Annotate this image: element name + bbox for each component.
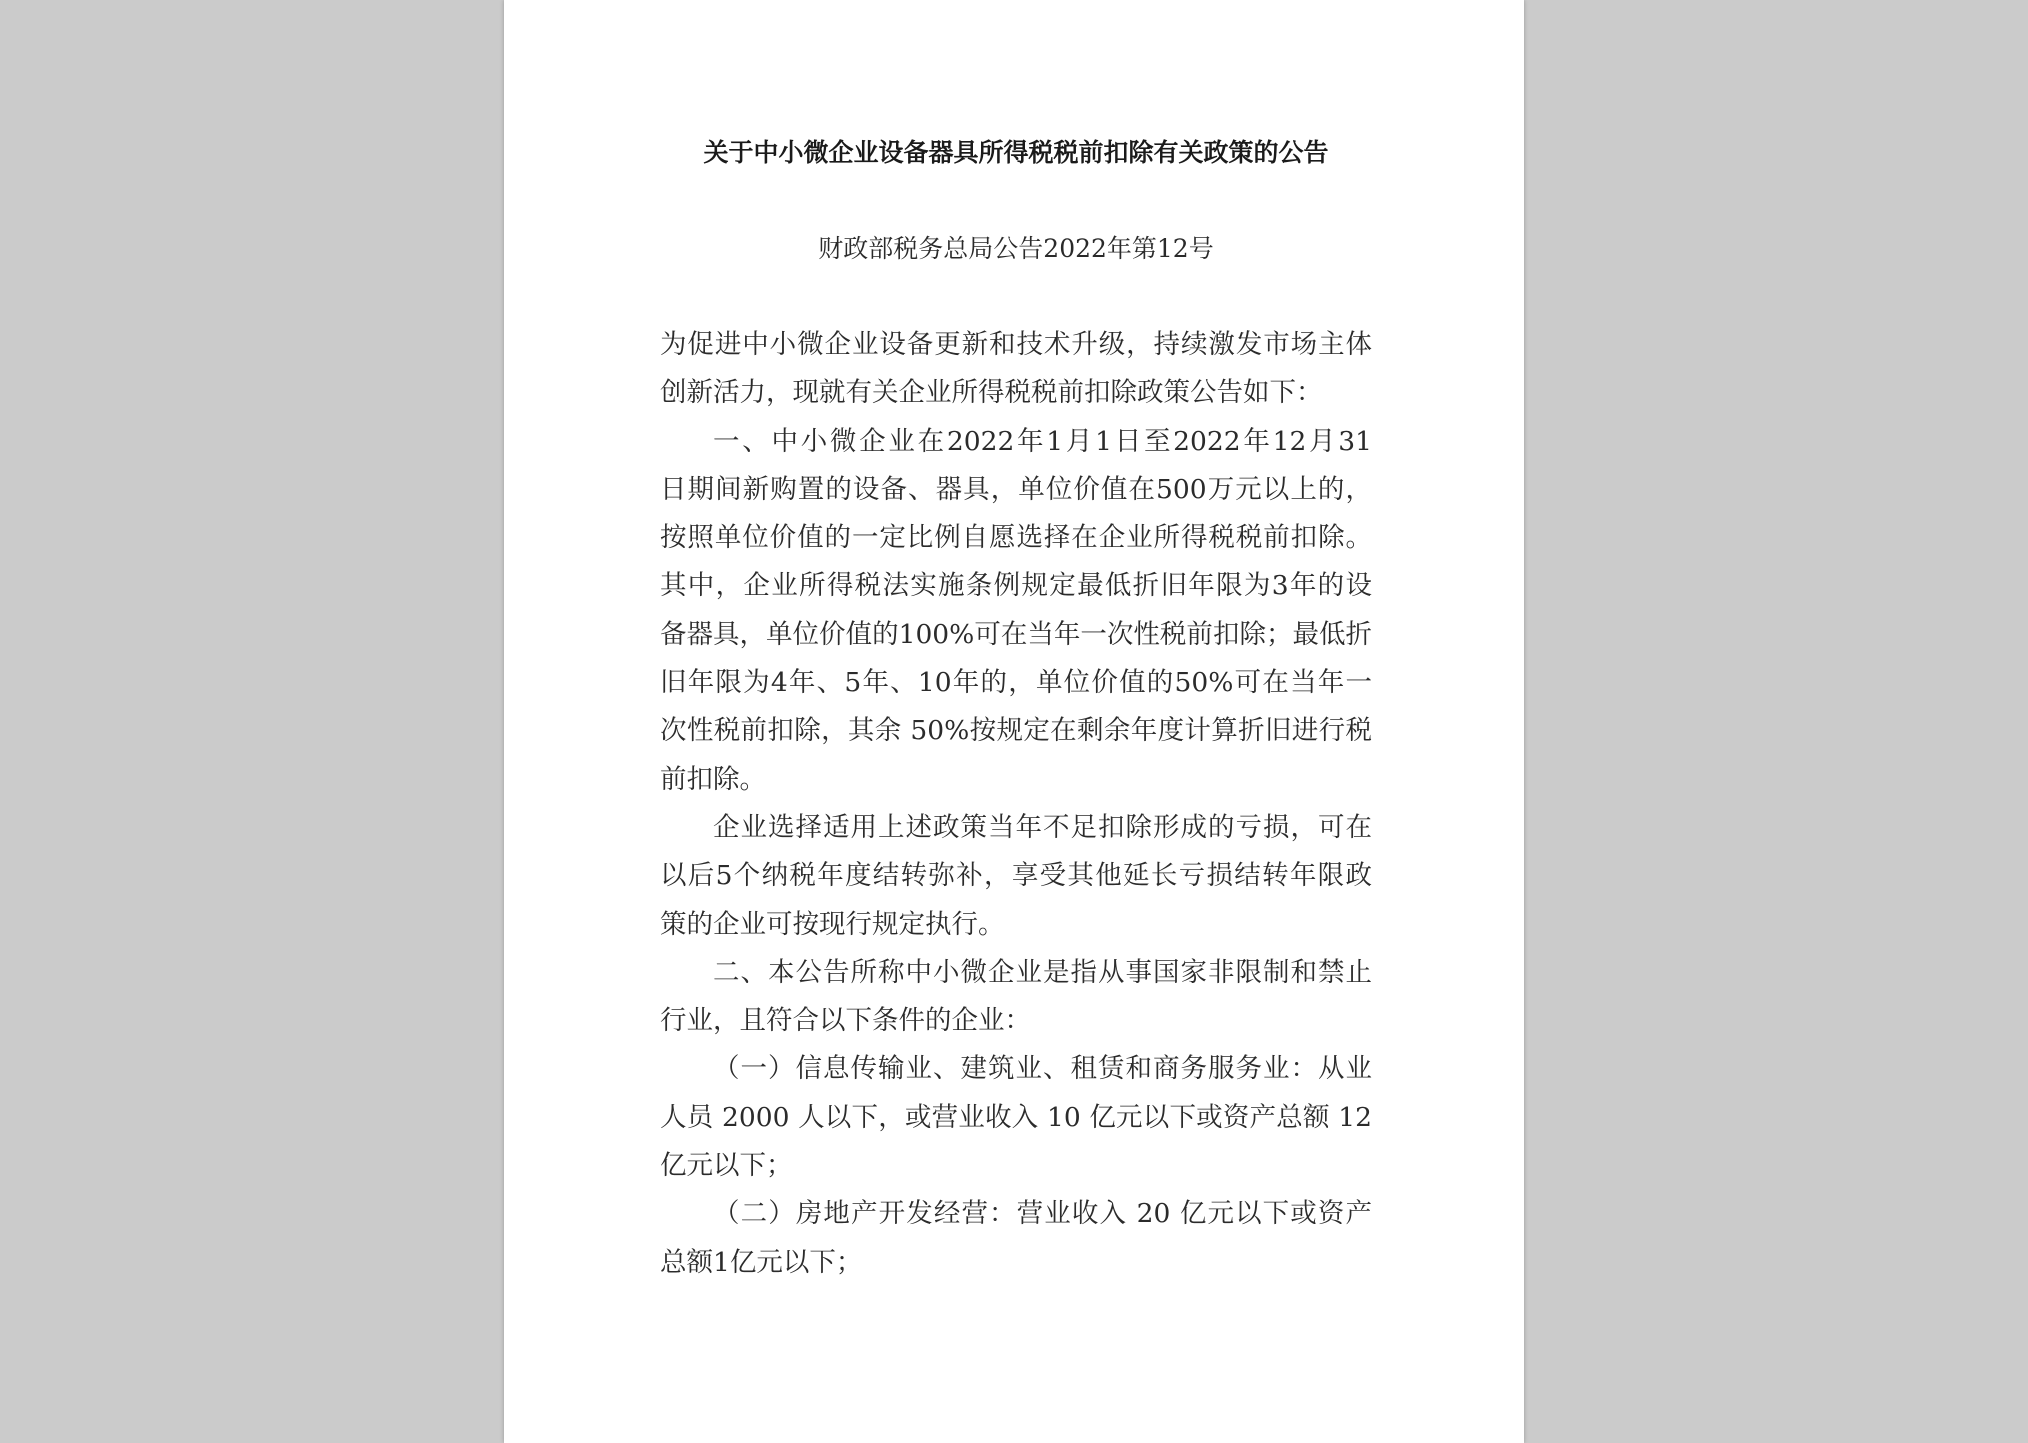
body-line: 旧年限为4年、5年、10年的，单位价值的50%可在当年一 bbox=[660, 667, 1372, 699]
body-line: 次性税前扣除，其余 50%按规定在剩余年度计算折旧进行税 bbox=[660, 715, 1372, 747]
body-line: 前扣除。 bbox=[660, 763, 766, 795]
body-line: 创新活力，现就有关企业所得税税前扣除政策公告如下： bbox=[660, 377, 1323, 409]
body-line: 为促进中小微企业设备更新和技术升级，持续激发市场主体 bbox=[660, 329, 1372, 360]
body-line: （一）信息传输业、建筑业、租赁和商务服务业：从业 bbox=[713, 1053, 1372, 1085]
document-body bbox=[660, 321, 1372, 1287]
body-line: 行业，且符合以下条件的企业： bbox=[660, 1005, 1031, 1037]
body-line: 日期间新购置的设备、器具，单位价值在500万元以上的， bbox=[660, 473, 1372, 505]
body-line: 以后5个纳税年度结转弥补，享受其他延长亏损结转年限政 bbox=[660, 860, 1372, 892]
body-line: 其中，企业所得税法实施条例规定最低折旧年限为3年的设 bbox=[660, 570, 1372, 602]
body-line: 企业选择适用上述政策当年不足扣除形成的亏损，可在 bbox=[713, 811, 1372, 843]
body-line: 策的企业可按现行规定执行。 bbox=[660, 908, 1005, 940]
body-line: 按照单位价值的一定比例自愿选择在企业所得税税前扣除。 bbox=[660, 522, 1372, 554]
body-line: 总额1亿元以下； bbox=[660, 1246, 863, 1278]
body-line: 一、中小微企业在2022年1月1日至2022年12月31 bbox=[713, 425, 1372, 457]
body-line: 亿元以下； bbox=[660, 1150, 793, 1182]
body-line: （二）房地产开发经营：营业收入 20 亿元以下或资产 bbox=[713, 1198, 1372, 1230]
body-line: 二、本公告所称中小微企业是指从事国家非限制和禁止 bbox=[713, 956, 1372, 988]
document-number: 财政部税务总局公告2022年第12号 bbox=[818, 234, 1214, 263]
document-title: 关于中小微企业设备器具所得税税前扣除有关政策的公告 bbox=[703, 138, 1329, 167]
body-line: 备器具，单位价值的100%可在当年一次性税前扣除；最低折 bbox=[660, 618, 1372, 650]
document-page bbox=[504, 0, 1524, 1443]
body-line: 人员 2000 人以下，或营业收入 10 亿元以下或资产总额 12 bbox=[660, 1101, 1372, 1133]
